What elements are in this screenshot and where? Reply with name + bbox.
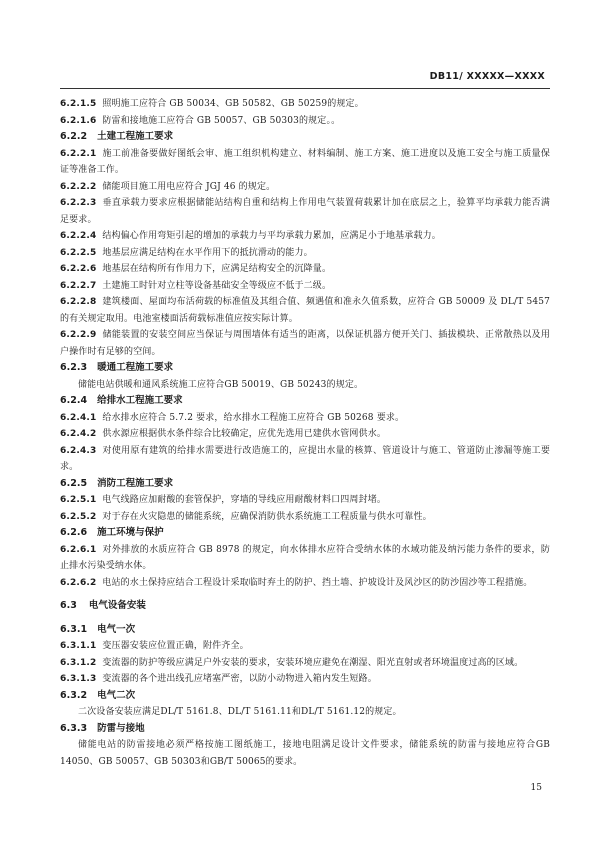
clause-number: 6.2.2.7	[60, 280, 97, 291]
clause-text: 防雷和接地施工应符合 GB 50057、GB 50303的规定。。	[102, 115, 341, 126]
document-code: DB11/ XXXXX—XXXX	[429, 71, 545, 82]
clause-paragraph	[60, 245, 550, 262]
clause-number: 6.3.1.2	[60, 657, 97, 668]
clause-paragraph	[60, 96, 550, 113]
clause-paragraph	[60, 294, 550, 327]
clause-text: 地基层在结构所有作用力下，应满足结构安全的沉降量。	[102, 264, 332, 274]
clause-number: 6.2.1.5	[60, 99, 97, 109]
clause-paragraph	[60, 704, 550, 721]
clause-text: 电站的水土保持应结合工程设计采取临时弃土的防护、挡土墙、护坡设计及风沙区的防沙固沙等工程措施。	[102, 577, 533, 588]
clause-number: 6.2.5.2	[60, 511, 97, 522]
subsection-heading	[60, 525, 550, 542]
clause-number: 6.2.4.2	[60, 429, 97, 439]
clause-number: 6.2.6.2	[60, 577, 97, 588]
clause-text: 电气一次	[97, 623, 136, 635]
clause-number: 6.2.2.9	[60, 330, 97, 340]
clause-number: 6.2.2.5	[60, 247, 97, 258]
clause-number: 6.2.2.3	[60, 198, 97, 208]
clause-text: 建筑楼面、屋面均布活荷载的标准值及其组合值、频遇值和准永久值系数，应符合 GB 50009 及 DL/T 5457 的有关规定取用。电池室楼面活荷载标准值应按实际计算。	[60, 297, 550, 324]
clause-paragraph	[60, 146, 550, 179]
clause-number: 6.2.2	[60, 131, 88, 142]
clause-paragraph	[60, 410, 550, 427]
clause-text: 对外排放的水质应符合 GB 8978 的规定，向水体排水应符合受纳水体的水域功能及纳污能力条件的要求，防止排水污染受纳水体。	[60, 544, 550, 571]
subsection-heading	[60, 476, 550, 493]
clause-text: 垂直承载力要求应根据储能站结构自重和结构上作用电气装置荷载累计加在底层之上，验算平均承载力能否满足要求。	[60, 198, 550, 225]
section-heading	[60, 598, 550, 615]
clause-number: 6.2.2.6	[60, 264, 97, 274]
clause-text: 消防工程施工要求	[97, 477, 174, 489]
clause-number: 6.3.1.3	[60, 674, 97, 684]
clause-number: 6.2.5.1	[60, 495, 97, 505]
clause-number: 6.2.3	[60, 362, 88, 373]
clause-text: 储能电站供暖和通风系统施工应符合GB 50019、GB 50243的规定。	[78, 379, 364, 390]
clause-number: 6.3	[60, 600, 77, 611]
clause-text: 施工前准备要做好图纸会审、施工组织机构建立、材料编制、施工方案、施工进度以及施工安全与施工质量保证等准备工作。	[60, 148, 550, 175]
clause-text: 变流器的防护等级应满足户外安装的要求，安装环境应避免在潮湿、阳光直射或者环境温度过高的区域。	[102, 657, 524, 668]
clause-number: 6.2.1.6	[60, 115, 97, 126]
clause-paragraph	[60, 509, 550, 526]
clause-paragraph	[60, 542, 550, 575]
clause-number: 6.3.1.1	[60, 641, 97, 651]
clause-paragraph	[60, 228, 550, 245]
clause-number: 6.2.4	[60, 395, 88, 406]
clause-text: 土建施工时针对立柱等设备基础安全等级应不低于二级。	[102, 280, 332, 291]
clause-paragraph	[60, 113, 550, 130]
clause-text: 施工环境与保护	[97, 527, 164, 538]
document-body	[60, 96, 550, 770]
clause-text: 二次设备安装应满足DL/T 5161.8、DL/T 5161.11和DL/T 5161.12的规定。	[78, 707, 402, 717]
clause-paragraph	[60, 327, 550, 360]
subsection-heading	[60, 721, 550, 738]
clause-number: 6.2.5	[60, 477, 88, 489]
clause-text: 结构偏心作用弯矩引起的增加的承载力与平均承载力累加，应满足小于地基承载力。	[102, 231, 441, 241]
clause-text: 给排水工程施工要求	[97, 395, 183, 406]
clause-paragraph	[60, 426, 550, 443]
clause-text: 电气设备安装	[88, 600, 146, 611]
clause-text: 对使用原有建筑的给排水需要进行改造施工的，应提出水量的核算、管道设计与施工、管道防止渗漏等施工要求。	[60, 445, 550, 472]
clause-number: 6.2.4.3	[60, 445, 97, 456]
subsection-heading	[60, 129, 550, 146]
clause-paragraph	[60, 638, 550, 655]
subsection-heading	[60, 622, 550, 639]
clause-text: 地基层应满足结构在水平作用下的抵抗滑动的能力。	[102, 247, 313, 258]
header-rule	[60, 88, 550, 89]
clause-text: 储能电站的防雷接地必须严格按施工图纸施工，接地电阻满足设计文件要求，储能系统的防雷与接地应符合GB 14050、GB 50057、GB 50303和GB/T 50065的要求。	[60, 740, 550, 767]
clause-paragraph	[60, 261, 550, 278]
clause-paragraph	[60, 179, 550, 196]
clause-paragraph	[60, 575, 550, 592]
clause-paragraph	[60, 377, 550, 394]
clause-text: 土建工程施工要求	[97, 131, 174, 142]
clause-text: 变压器安装应位置正确，附件齐全。	[102, 641, 249, 651]
subsection-heading	[60, 360, 550, 377]
clause-paragraph	[60, 492, 550, 509]
clause-number: 6.3.3	[60, 722, 88, 734]
clause-text: 照明施工应符合 GB 50034、GB 50582、GB 50259的规定。	[102, 99, 364, 109]
clause-number: 6.2.6	[60, 527, 88, 538]
clause-text: 给水排水应符合 5.7.2 要求，给水排水工程施工应符合 GB 50268 要求。	[102, 412, 405, 423]
clause-paragraph	[60, 737, 550, 770]
clause-paragraph	[60, 195, 550, 228]
clause-number: 6.2.2.8	[60, 297, 97, 307]
clause-text: 变流器的各个进出线孔应堵塞严密，以防小动物进入箱内发生短路。	[102, 674, 377, 684]
clause-number: 6.3.1	[60, 623, 88, 635]
clause-text: 暖通工程施工要求	[97, 362, 174, 373]
page-number: 15	[530, 783, 542, 793]
subsection-heading	[60, 688, 550, 705]
clause-number: 6.2.2.2	[60, 181, 97, 192]
clause-number: 6.2.2.1	[60, 148, 97, 159]
clause-number: 6.2.2.4	[60, 231, 97, 241]
clause-number: 6.2.6.1	[60, 544, 97, 555]
clause-text: 电气二次	[97, 689, 136, 701]
clause-number: 6.2.4.1	[60, 412, 97, 423]
clause-text: 储能装置的安装空间应当保证与周围墙体有适当的距离，以保证机器方便开关门、插拔模块、正常散热以及用户操作时有足够的空间。	[60, 330, 550, 357]
clause-text: 储能项目施工用电应符合 JGJ 46 的规定。	[102, 181, 276, 192]
clause-paragraph	[60, 655, 550, 672]
clause-paragraph	[60, 278, 550, 295]
clause-text: 供水源应根据供水条件综合比较确定，应优先选用已建供水管网供水。	[102, 429, 387, 439]
subsection-heading	[60, 393, 550, 410]
clause-paragraph	[60, 671, 550, 688]
clause-number: 6.3.2	[60, 689, 88, 701]
clause-text: 电气线路应加耐酸的套管保护，穿墙的导线应用耐酸材料口四周封堵。	[102, 495, 387, 505]
clause-paragraph	[60, 443, 550, 476]
clause-text: 对于存在火灾隐患的储能系统，应确保消防供水系统施工工程质量与供水可靠性。	[102, 511, 432, 522]
clause-text: 防雷与接地	[97, 722, 145, 734]
